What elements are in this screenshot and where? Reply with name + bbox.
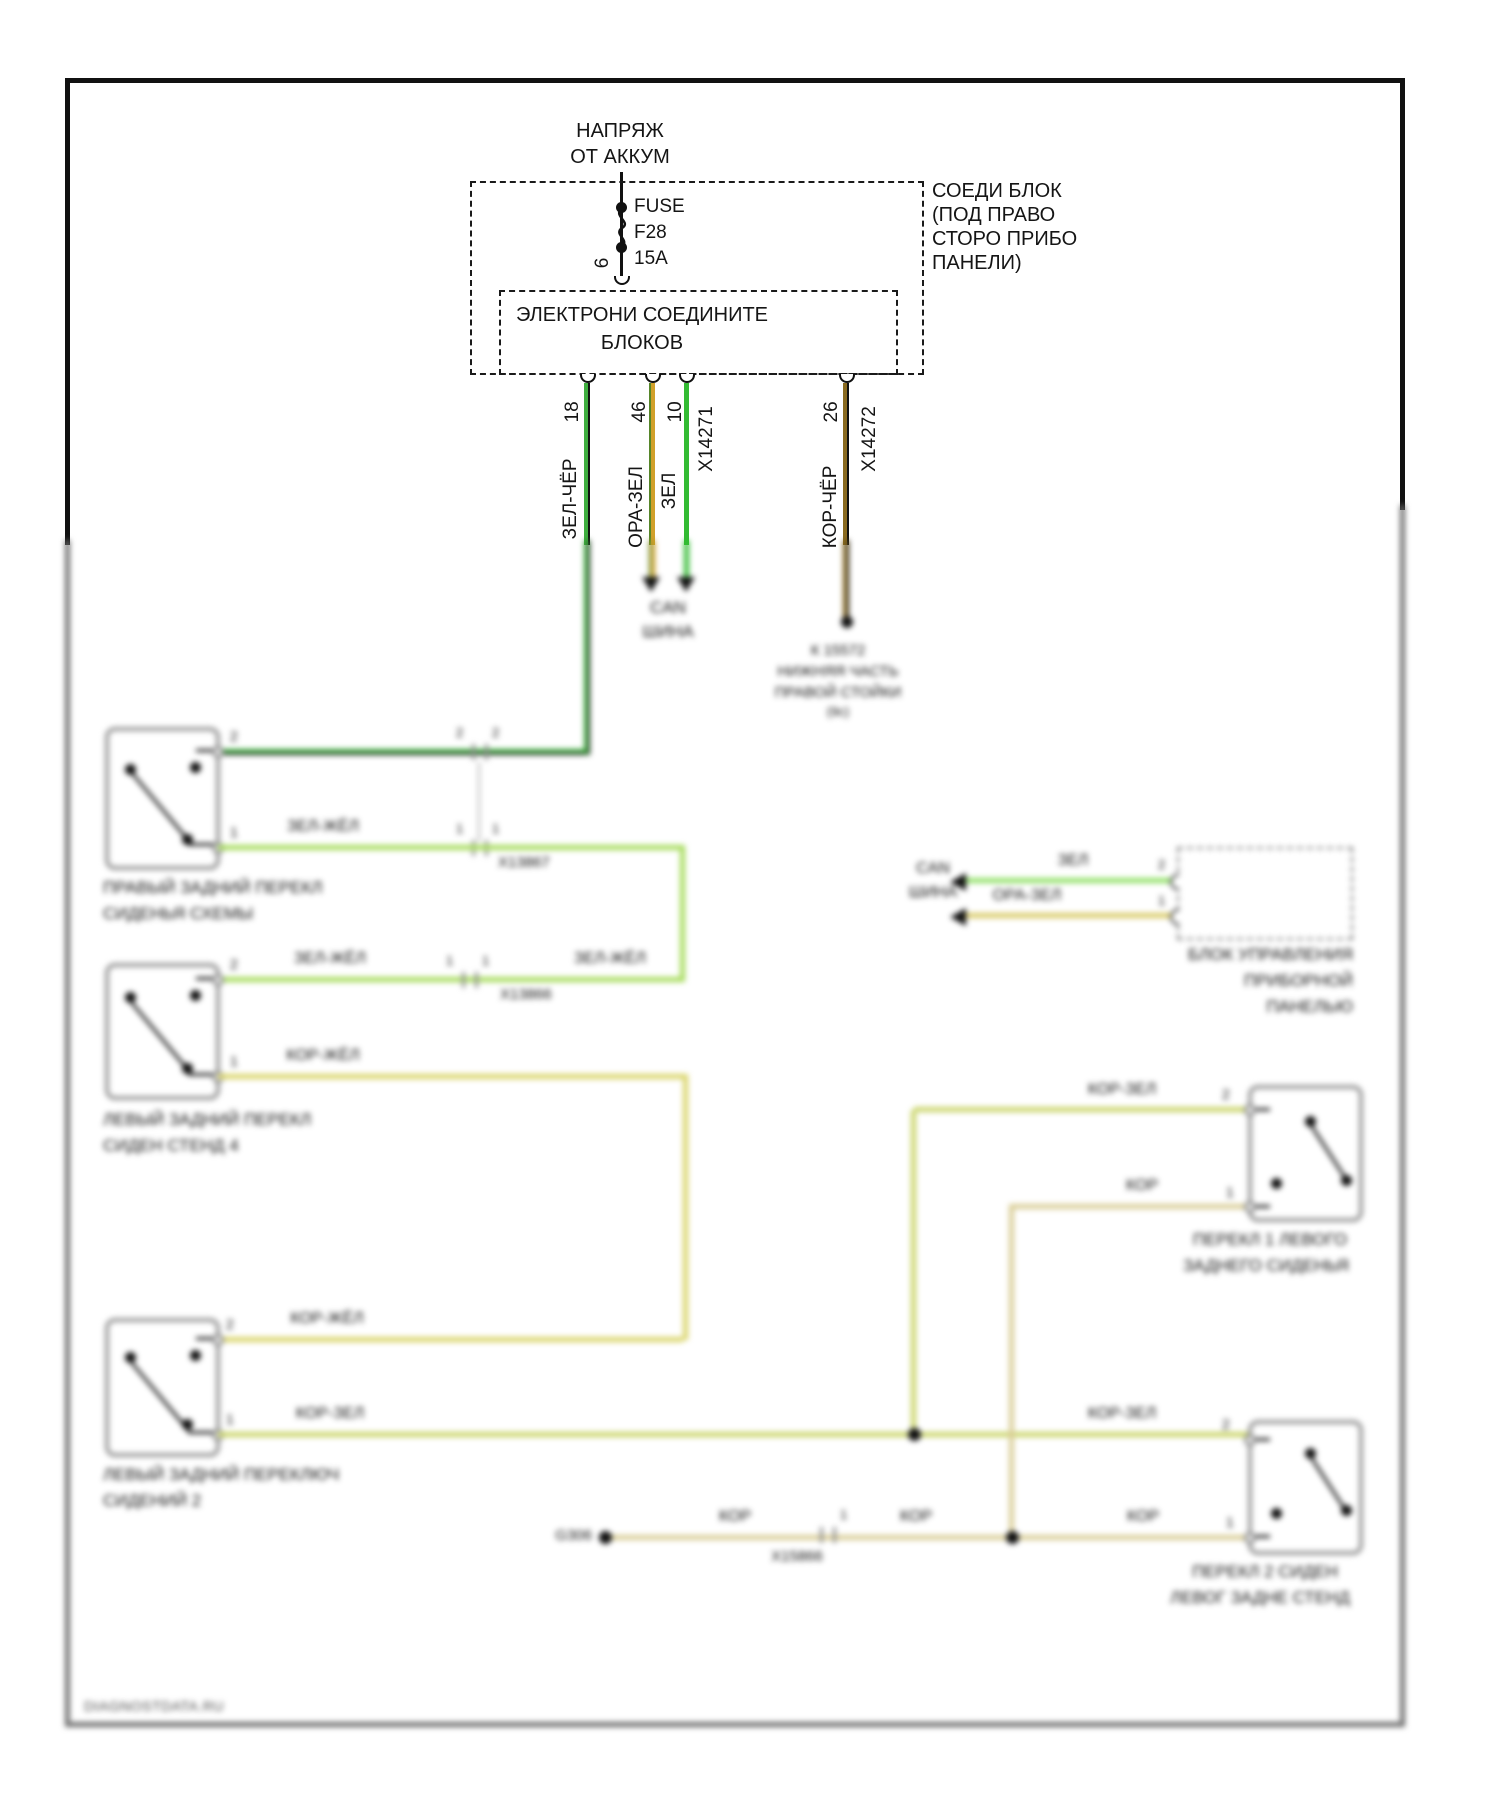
switch-left-rear-b-label: ЛЕВЫЙ ЗАДНИЙ ПЕРЕКЛЮЧ (103, 1465, 340, 1484)
swr2-pin2-digit: 2 (1222, 1416, 1230, 1432)
frame-right-border-blur (1400, 505, 1405, 1727)
sw2-contact-a (125, 992, 136, 1003)
swr2-pin1 (1244, 1532, 1256, 1544)
can-arrow-icon-1 (642, 577, 660, 592)
sw1-pin1-digit: 1 (230, 824, 238, 840)
sw3-contact-b (190, 1350, 201, 1361)
conn4-digit: 1 (840, 1507, 848, 1522)
switch-left-rear-a-box (105, 963, 220, 1100)
sw3-pin2 (212, 1334, 224, 1346)
sw3-pin2-digit: 2 (226, 1316, 234, 1332)
sw1-contact-b (190, 762, 201, 773)
instrument-block-outline (1177, 847, 1353, 940)
wire-kor-zel-branch-v (911, 1110, 916, 1435)
can-right-arrow-icon-2 (950, 908, 966, 926)
splice-note: К 15572 (810, 642, 866, 659)
sw1-pin2-digit: 2 (230, 728, 238, 744)
wire-can-green (966, 878, 1177, 883)
conn1-digit-l: 2 (456, 725, 464, 740)
switch-right-rear-label: ПРАВЫЙ ЗАДНИЙ ПЕРЕКЛ (103, 878, 323, 897)
switch-left-rear-b-label2: СИДЕНИЙ 2 (103, 1491, 202, 1510)
wire-zel-zhel-v (680, 845, 685, 982)
wire-label-zel-zhel-2: ЗЕЛ-ЖЁЛ (293, 950, 367, 967)
wire-label-kor-zel-1: КОР-ЗЕЛ (295, 1405, 365, 1422)
splice-note2: НИЖНЯЯ ЧАСТЬ (777, 663, 899, 680)
wire-green-black-cont (584, 540, 590, 755)
seat-switch1-label: ПЕРЕКЛ 1 ЛЕВОГО (1192, 1230, 1348, 1249)
battery-feed-label: НАПРЯЖ (576, 120, 664, 142)
conn2-digit-l: 1 (456, 821, 464, 836)
sw2-pin1-digit: 1 (230, 1053, 238, 1069)
wire-green-stub (684, 540, 689, 578)
wire-label-kor-2: КОР (718, 1508, 752, 1525)
wire-brown-black-cont (843, 540, 849, 620)
pin-18: 18 (562, 401, 584, 423)
can-arrow-icon-2 (677, 577, 695, 592)
seat-switch2-label: ПЕРЕКЛ 2 СИДЕН (1192, 1562, 1338, 1581)
wire-label-kor-1: КОР (1125, 1177, 1159, 1194)
wire-orange-green-stub (649, 540, 655, 578)
swr1-pin2-digit: 2 (1222, 1086, 1230, 1102)
electronic-junction-block-label2: БЛОКОВ (600, 332, 684, 354)
kor-zel-junction-dot (908, 1428, 921, 1441)
switch-left-rear-a-label: ЛЕВЫЙ ЗАДНИЙ ПЕРЕКЛ (103, 1110, 312, 1129)
wire-label-kor-cher: КОР-ЧЁР (820, 465, 842, 549)
conn4-tick-l (820, 1527, 823, 1543)
switch-left-rear-a-label2: СИДЕН СТЕНД 4 (103, 1136, 239, 1155)
wire-label-can-zel: ЗЕЛ (1057, 852, 1089, 869)
swr1-link1 (1254, 1205, 1270, 1208)
can-right-label: CAN (916, 860, 950, 877)
instrument-arc-1 (1170, 874, 1179, 890)
wire-label-zel-zhel-1: ЗЕЛ-ЖЁЛ (286, 818, 360, 835)
wire-label-kor-zel-3: КОР-ЗЕЛ (1087, 1405, 1157, 1422)
can-bus-label2: ШИНА (642, 622, 694, 641)
fuse-id: F28 (634, 222, 667, 243)
swr2-contact-l (1271, 1508, 1282, 1519)
connector-x13867-label: X13867 (498, 854, 550, 871)
swr1-pin1 (1244, 1201, 1256, 1213)
fuse-name: FUSE (634, 196, 685, 217)
sw2-pin2-digit: 2 (230, 956, 238, 972)
instrument-block-label2: ПРИБОРНОЙ (1243, 971, 1353, 990)
pin-46: 46 (629, 401, 651, 423)
instrument-block-label3: ПАНЕЛЬЮ (1266, 997, 1353, 1016)
conn3-digit-r: 1 (482, 953, 490, 968)
wire-label-ora-zel: ОРА-ЗЕЛ (626, 466, 648, 548)
instr-pin-digit-top: 2 (1158, 857, 1166, 872)
wire-kor-zhel-v (683, 1074, 688, 1340)
instr-pin-digit-bottom: 1 (1158, 893, 1166, 908)
connector-x14271: X14271 (696, 406, 718, 472)
fuse-rating: 15A (634, 248, 668, 269)
wire-label-kor-4: КОР (1126, 1508, 1160, 1525)
sw2-contact-b (190, 990, 201, 1001)
splice-note3: ПРАВОЙ СТОЙКИ (774, 684, 902, 701)
sw2-pin2 (212, 974, 224, 986)
conn4-tick-r (833, 1527, 836, 1543)
wire-kor-zhel-h2 (213, 1337, 683, 1342)
wire-zel-zhel-h1 (218, 845, 685, 850)
instrument-arc-2 (1170, 909, 1179, 925)
wire-label-kor-zhel-1: КОР-ЖЁЛ (286, 1047, 360, 1064)
wire-can-tan (966, 913, 1177, 918)
swr1-pin2 (1244, 1104, 1256, 1116)
swr1-contact-l (1271, 1178, 1282, 1189)
instrument-block-label: БЛОК УПРАВЛЕНИЯ (1187, 945, 1353, 964)
electronic-junction-block-label: ЭЛЕКТРОНИ СОЕДИНИТЕ (515, 304, 769, 326)
seat-switch2-label2: ЛЕВОГ ЗАДНЕ СТЕНД (1170, 1588, 1350, 1607)
frame-left-border-blur (65, 540, 70, 1727)
sw3-contact-a (125, 1352, 136, 1363)
sw2-link1 (188, 1073, 214, 1076)
seat-switch1-box (1248, 1085, 1363, 1222)
can-right-label2: ШИНА (908, 884, 958, 901)
swr2-pin2 (1244, 1434, 1256, 1446)
wire-label-kor-zel-2: КОР-ЗЕЛ (1087, 1081, 1157, 1098)
junction-block-location-note4: ПАНЕЛИ) (932, 252, 1022, 274)
sw3-pin1-digit: 1 (226, 1411, 234, 1427)
fuse-pin-number: 6 (592, 257, 614, 269)
splice-dot (841, 616, 853, 628)
swr1-contact-br (1341, 1175, 1352, 1186)
wire-green-black-horiz (218, 749, 586, 755)
switch-right-rear-label2: СИДЕНЬЯ СХЕМЫ (103, 904, 254, 923)
wire-kor-zel-branch-h (914, 1107, 1250, 1112)
swr2-link1 (1254, 1535, 1270, 1538)
swr2-pin1-digit: 1 (1226, 1514, 1234, 1530)
wire-label-zel-zhel-3: ЗЕЛ-ЖЁЛ (573, 950, 647, 967)
pin-26: 26 (821, 401, 843, 423)
wire-label-can-orazel: ОРА-ЗЕЛ (992, 887, 1062, 904)
wire-kor-zhel-h1 (218, 1074, 688, 1079)
wire-kor-zel-main (218, 1432, 1250, 1437)
wire-label-kor-zhel-2: КОР-ЖЁЛ (290, 1310, 364, 1327)
wire-label-zel: ЗЕЛ (659, 472, 681, 510)
junction-block-location-note: СОЕДИ БЛОК (932, 180, 1062, 202)
conn1-tick-l (472, 744, 475, 760)
conn-link-line (478, 762, 480, 842)
swr1-link2 (1254, 1108, 1270, 1111)
conn3-tick-l (462, 972, 465, 988)
splice-note4: (9с) (826, 704, 850, 719)
connector-x14272: X14272 (859, 406, 881, 472)
swr1-pin1-digit: 1 (1226, 1184, 1234, 1200)
conn2-digit-r: 1 (492, 821, 500, 836)
watermark: DIAGNOSTDATA.RU (84, 1698, 224, 1714)
can-bus-label: CAN (650, 598, 686, 617)
junction-block-location-note3: СТОРО ПРИБО (932, 228, 1078, 250)
pin-10: 10 (665, 401, 687, 423)
ground-dot (599, 1531, 612, 1544)
seat-switch1-label2: ЗАДНЕГО СИДЕНЬЯ (1183, 1256, 1349, 1275)
sw3-contact-c (182, 1419, 193, 1430)
wire-zel-zhel-h2 (218, 977, 680, 982)
wire-label-kor-3: КОР (899, 1508, 933, 1525)
conn3-digit-l: 1 (446, 953, 454, 968)
wire-kor-h-top (1012, 1204, 1250, 1209)
ground-label: G306 (555, 1527, 592, 1544)
frame-bottom-border-blur (65, 1722, 1405, 1727)
wire-label-zel-cher: ЗЕЛ-ЧЁР (560, 458, 582, 540)
wire-kor-v (1009, 1204, 1014, 1540)
sw1-link1 (188, 843, 214, 846)
connector-x15866-label: X15866 (771, 1548, 823, 1565)
conn1-tick-r (485, 744, 488, 760)
junction-block-location-note2: (ПОД ПРАВО (932, 204, 1056, 226)
kor-junction-dot (1006, 1531, 1019, 1544)
conn1-digit-r: 2 (492, 725, 500, 740)
swr2-link2 (1254, 1438, 1270, 1441)
connector-x13866-label: X13866 (500, 986, 552, 1003)
sw1-pin2 (212, 746, 224, 758)
swr2-contact-br (1341, 1505, 1352, 1516)
conn3-tick-r (475, 972, 478, 988)
sw3-link1 (188, 1431, 214, 1434)
battery-feed-label2: ОТ АККУМ (570, 146, 670, 168)
wire-kor-ground (605, 1535, 1250, 1540)
